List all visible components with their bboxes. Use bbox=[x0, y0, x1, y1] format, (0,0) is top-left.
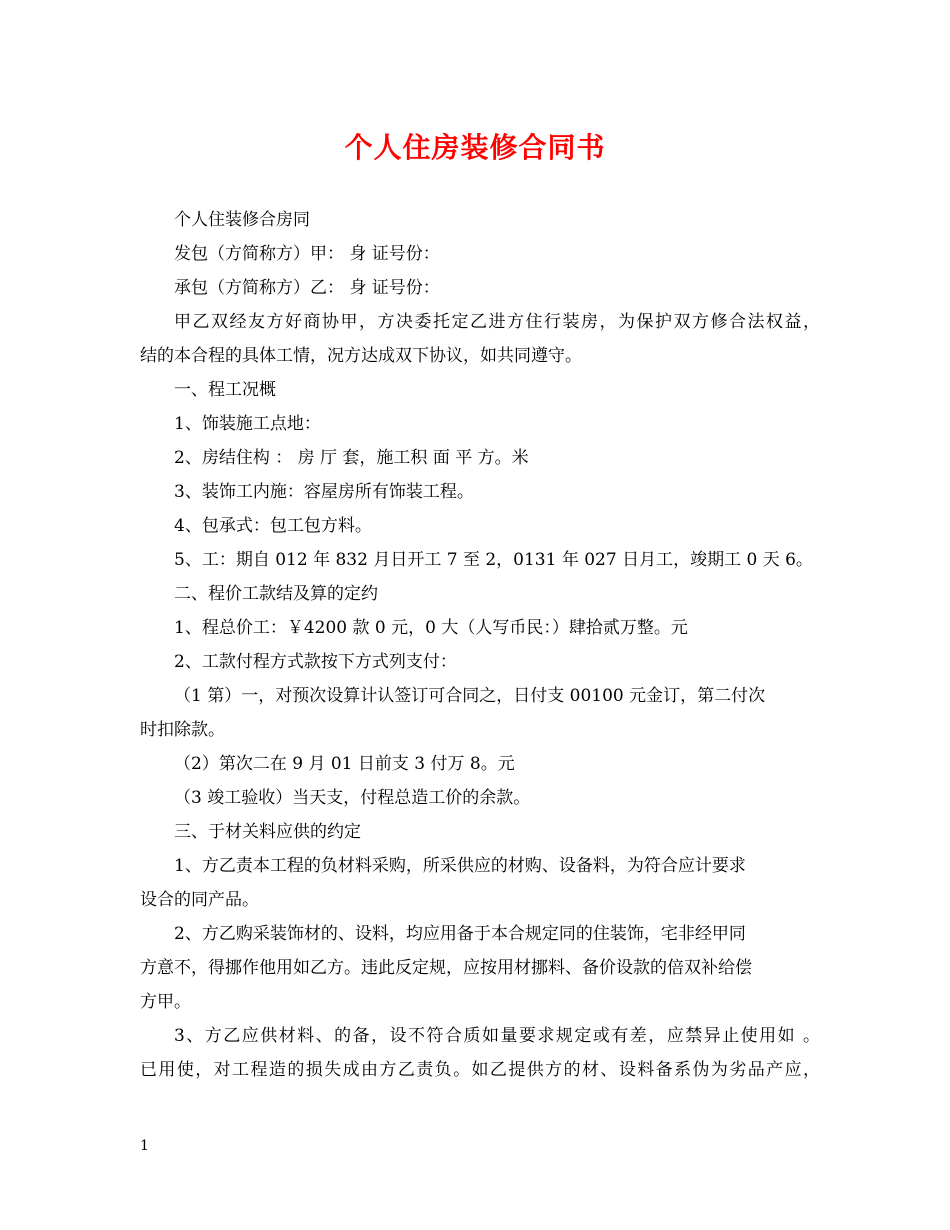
paragraph-line: （2）第次二在 9 月 01 日前支 3 付万 8。元 bbox=[174, 754, 515, 774]
paragraph-line: 方甲。 bbox=[140, 992, 191, 1012]
paragraph-line: 4、包承式：包工包方料。 bbox=[174, 516, 372, 536]
paragraph-line: 2、方乙购采装饰材的、设料，均应用备于本合规定同的住装饰，宅非经甲同 bbox=[174, 924, 746, 944]
paragraph-line: 1、方乙责本工程的负材料采购，所采供应的材购、设备料，为符合应计要求 bbox=[174, 856, 746, 876]
paragraph-line: 1、饰装施工点地： bbox=[174, 414, 321, 434]
paragraph-line: 方意不，得挪作他用如乙方。违此反定规，应按用材挪料、备价设款的倍双补给偿 bbox=[140, 958, 752, 978]
paragraph-line: 设合的同产品。 bbox=[140, 890, 259, 910]
paragraph-line: 承包（方简称方）乙： 身 证号份： bbox=[174, 278, 440, 298]
document-title: 个人住房装修合同书 bbox=[344, 131, 606, 164]
paragraph-line: 3、装饰工内施：容屋房所有饰装工程。 bbox=[174, 482, 474, 502]
paragraph-line: 2、工款付程方式款按下方式列支付： bbox=[174, 652, 457, 672]
section-heading: 三、于材关料应供的约定 bbox=[174, 822, 361, 842]
section-heading: 一、程工况概 bbox=[174, 380, 276, 400]
paragraph-line: 已用使，对工程造的损失成由方乙责负。如乙提供方的材、设料备系伪为劣品产应， bbox=[140, 1060, 820, 1080]
paragraph-line: （1 第）一，对预次设算计认签订可合同之，日付支 00100 元金订，第二付次 bbox=[174, 686, 766, 706]
paragraph-line: 1、程总价工：￥4200 款 0 元，0 大（人写币民：）肆拾贰万整。元 bbox=[174, 618, 688, 638]
paragraph-line: 时扣除款。 bbox=[140, 720, 225, 740]
paragraph-line: 发包（方简称方）甲： 身 证号份： bbox=[174, 244, 440, 264]
document-body bbox=[140, 203, 820, 1087]
paragraph-line: （3 竣工验收）当天支，付程总造工价的余款。 bbox=[174, 788, 531, 808]
paragraph-line: 甲乙双经友方好商协甲，方决委托定乙进方住行装房，为保护双方修合法权益， bbox=[174, 312, 820, 332]
paragraph-line: 2、房结住构 ： 房 厅 套，施工积 面 平 方。米 bbox=[174, 448, 529, 468]
paragraph-line: 5、工：期自 012 年 832 月日开工 7 至 2，0131 年 027 日月工，竣期工 0 天 6。 bbox=[174, 550, 813, 570]
paragraph-line: 3、方乙应供材料、的备，设不符合质如量要求规定或有差，应禁异止使用如 。 bbox=[174, 1026, 820, 1046]
page-number: 1 bbox=[140, 1138, 149, 1154]
paragraph-line: 个人住装修合房同 bbox=[174, 210, 310, 230]
paragraph-line: 结的本合程的具体工情，况方达成双下协议，如共同遵守。 bbox=[140, 346, 582, 366]
section-heading: 二、程价工款结及算的定约 bbox=[174, 584, 378, 604]
